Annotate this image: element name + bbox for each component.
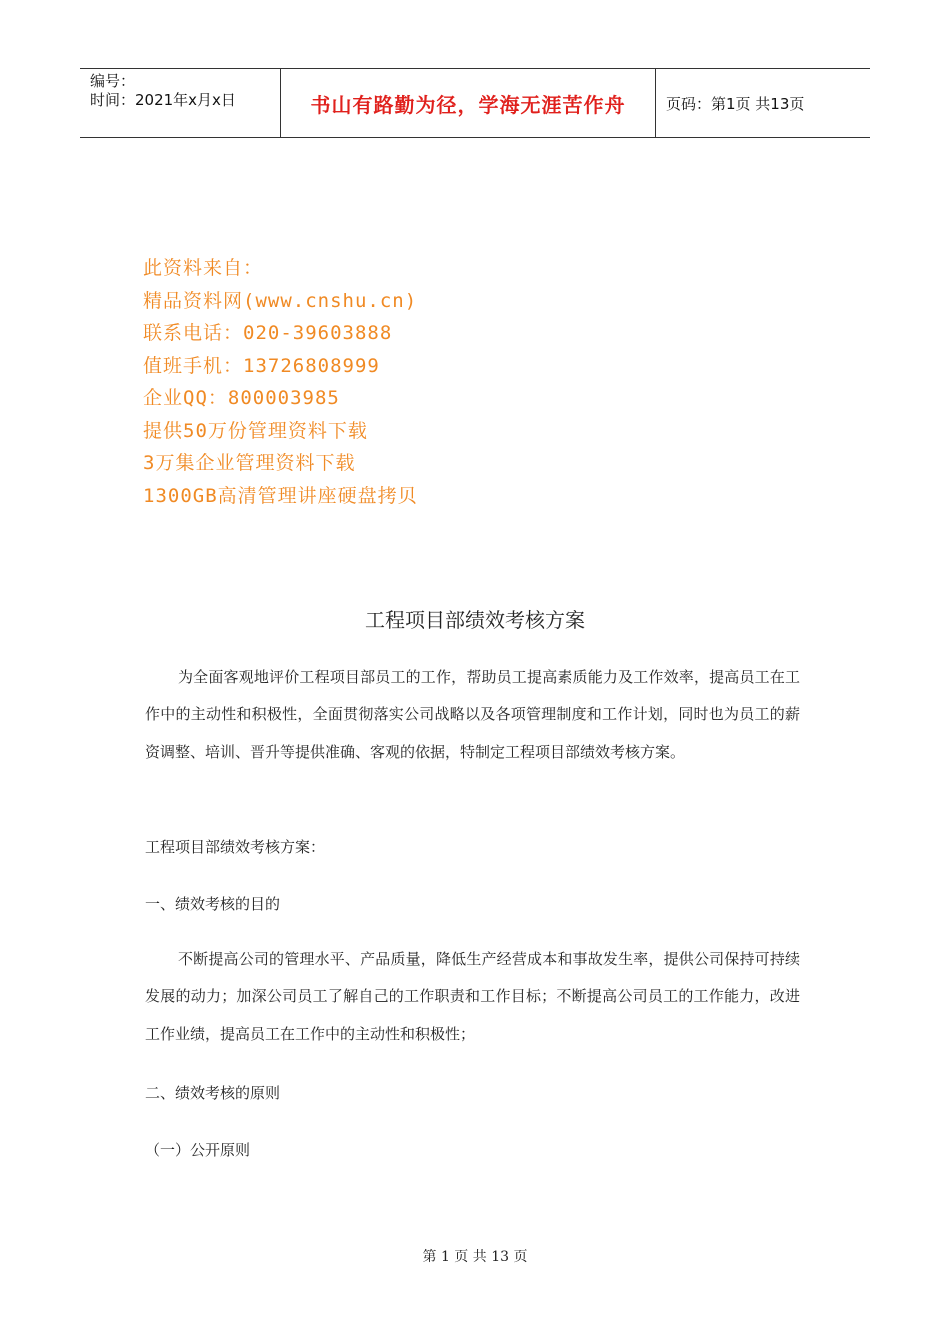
header-meta-cell xyxy=(80,69,281,137)
page-footer: 第 1 页 共 13 页 xyxy=(422,1249,528,1265)
code-label: 编号： xyxy=(90,72,136,90)
document-title: 工程项目部绩效考核方案 xyxy=(365,608,585,632)
intro-paragraph: 为全面客观地评价工程项目部员工的工作，帮助员工提高素质能力及工作效率，提高员工在工作中的主动性和积极性，全面贯彻落实公司战略以及各项管理制度和工作计划，同时也为员工的薪资调整、培训、晋升等提供准确、客观的依据，特制定工程项目部绩效考核方案。 xyxy=(145,668,800,761)
plan-subtitle: 工程项目部绩效考核方案： xyxy=(145,838,326,856)
promo-line: 值班手机：13726808999 xyxy=(143,354,380,377)
page-header xyxy=(80,68,870,138)
promo-line: 企业QQ：800003985 xyxy=(143,387,340,409)
promo-line: 提供50万份管理资料下载 xyxy=(143,419,368,442)
section2-heading: 二、绩效考核的原则 xyxy=(145,1084,281,1102)
section2-sub1: （一）公开原则 xyxy=(145,1141,251,1159)
promo-line: 精品资料网(www.cnshu.cn) xyxy=(143,289,418,312)
section1-body: 不断提高公司的管理水平、产品质量，降低生产经营成本和事故发生率，提供公司保持可持续发展的动力；加深公司员工了解自己的工作职责和工作目标；不断提高公司员工的工作能力，改进工作业绩，提高员工在工作中的主动性和积极性； xyxy=(145,950,800,1043)
header-motto: 书山有路勤为径，学海无涯苦作舟 xyxy=(281,69,656,137)
date-label: 时间：2021年x月x日 xyxy=(90,91,236,109)
promo-line: 联系电话：020-39603888 xyxy=(143,322,393,344)
promo-line: 1300GB高清管理讲座硬盘拷贝 xyxy=(143,484,418,507)
section1-heading: 一、绩效考核的目的 xyxy=(145,895,281,913)
header-page-info: 页码：第1页 共13页 xyxy=(666,94,805,113)
promo-line: 此资料来自： xyxy=(143,257,264,279)
promo-block xyxy=(143,252,418,512)
promo-line: 3万集企业管理资料下载 xyxy=(143,452,356,474)
